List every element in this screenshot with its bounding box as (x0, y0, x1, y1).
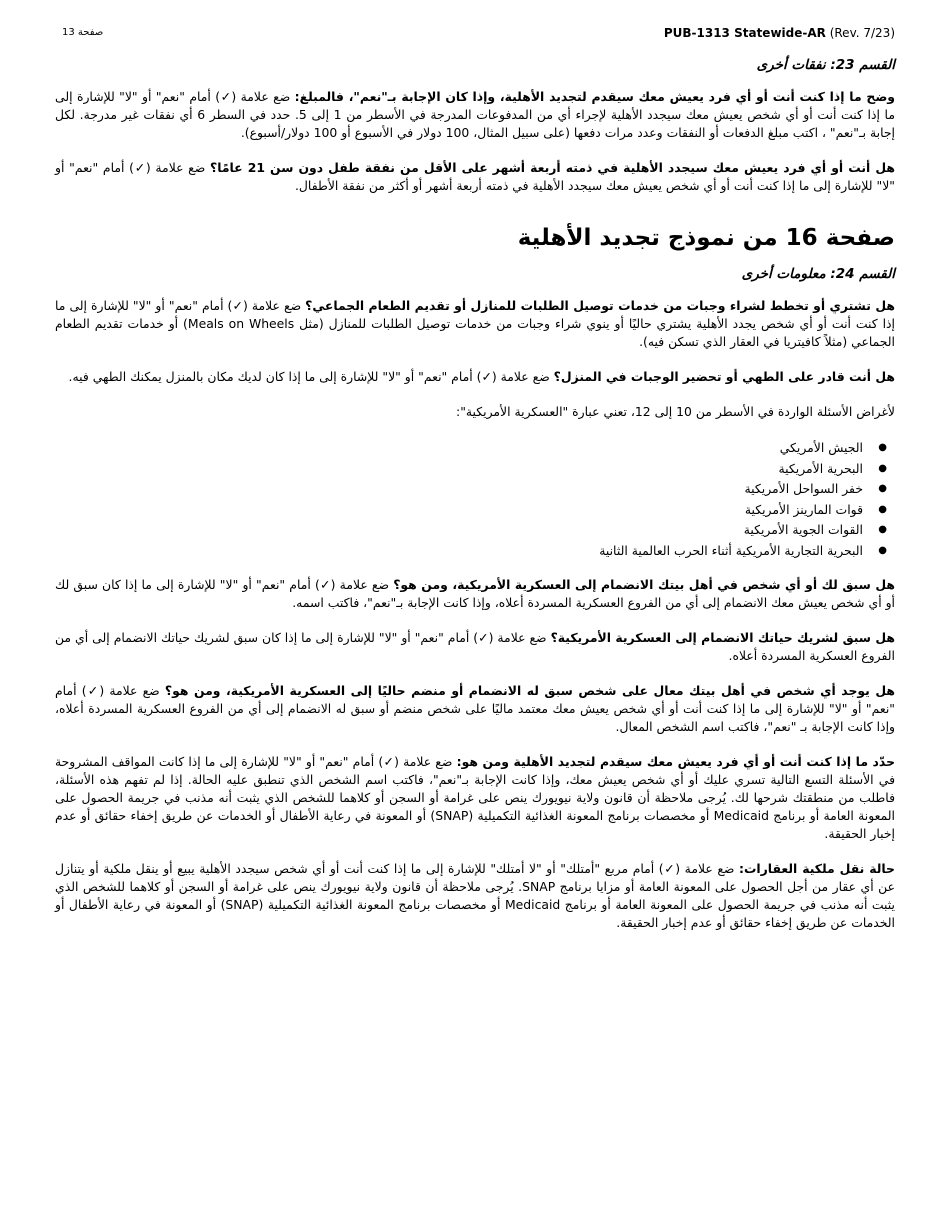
list-item (55, 438, 887, 459)
bullet-icon: ● (878, 442, 887, 453)
section-23-p1-bold: وضح ما إذا كنت أنت أو أي فرد يعيش معك سيقدم لتجديد الأهلية، وإذا كان الإجابة بـ"نعم"، فالمبلغ: (294, 89, 896, 104)
section-24-p7-bold: حالة نقل ملكية العقارات: (739, 861, 895, 876)
bullet-icon: ● (878, 483, 887, 494)
section-24-p6-text: ضع علامة (✓) أمام "نعم" أو "لا" للإشارة إلى ما إذا كانت المواقف المشروحة في الأسئلة التسع التالية تسري عليك أو أي شخص يعيش معك، وإذا كانت الإجابة بـ"نعم"، فاكتب اسم الشخص الذي تنطبق عليه الحالة. إذا لم تفهم هذه الأسئلة، فاطلب من منطقتك شرحها لك. يُرجى ملاحظة أن قانون ولاية نيويورك ينص على غرامة أو السجن أو كلاهما للشخص الذي يثبت أنه مذنب في جريمة الحصول على المعونة العامة أو برنامج Medicaid أو مخصصات برنامج المعونة الغذائية التكميلية (SNAP) أو المعونة في رعاية الأطفال أو الخدمات عن طريق إخفاء حقائق أو عدم إخبار الحقيقة. (55, 754, 895, 841)
section-24-title: القسم 24: معلومات أخرى (741, 266, 895, 282)
section-24-paragraph-2 (55, 368, 895, 386)
branch-label: البحرية التجارية الأمريكية أثناء الحرب العالمية الثانية (599, 542, 863, 558)
section-24-p2-text: ضع علامة (✓) أمام "نعم" أو "لا" للإشارة إلى ما إذا كان لديك مكان بالمنزل يمكنك الطهي فيه. (68, 369, 554, 384)
publication-code (664, 26, 895, 40)
bullet-icon: ● (878, 462, 887, 474)
branch-label: خفر السواحل الأمريكية (744, 481, 863, 496)
page-16-heading: صفحة 16 من نموذج تجديد الأهلية (517, 225, 895, 251)
section-24-p5-text: ضع علامة (✓) أمام "نعم" أو "لا" للإشارة إلى ما إذا كنت أنت أو أي شخص يعيش معك معتمد ماليًا على شخص منضم أو سبق له الانضمام إلى أي من الفروع العسكرية المسردة أعلاه، وإذا كانت الإجابة بـ "نعم"، فاكتب اسم الشخص المعال. (55, 683, 895, 734)
list-item (55, 520, 887, 541)
branch-label: القوات الجوية الأمريكية (743, 522, 863, 537)
list-item (55, 459, 887, 480)
list-item (55, 500, 887, 521)
section-24-paragraph-6 (55, 753, 895, 843)
section-24-p3-text: ضع علامة (✓) أمام "نعم" أو "لا" للإشارة إلى ما إذا كان سبق لك أو أي شخص يعيش معك الانضمام إلى أي من الفروع العسكرية المسردة أعلاه، وإذا كانت الإجابة بـ"نعم"، فاكتب اسمه. (55, 577, 895, 610)
section-24-p1-text: ضع علامة (✓) أمام "نعم" أو "لا" للإشارة إلى ما إذا كنت أنت أو أي شخص يجدد الأهلية يشتري حاليًا أو ينوي شراء وجبات من خدمات توصيل الطلبات للمنازل (مثل Meals on Wheels) أو خدمات تقديم الطعام الجماعي (مثلاً كافيتريا في العقار الذي تسكن فيه). (55, 298, 895, 349)
military-intro: لأغراض الأسئلة الواردة في الأسطر من 10 إلى 12، تعني عبارة "العسكرية الأمريكية": (456, 404, 895, 419)
section-23-title: القسم 23: نفقات أخرى (756, 57, 895, 73)
section-23-p2-bold: هل أنت أو أي فرد يعيش معك سيجدد الأهلية في ذمته أربعة أشهر على الأقل من نفقة طفل دون سن 21 عامًا؟ (210, 160, 895, 175)
section-24-paragraph-1 (55, 297, 895, 351)
section-24-p1-bold: هل تشتري أو تخطط لشراء وجبات من خدمات توصيل الطلبات للمنازل أو تقديم الطعام الجماعي؟ (305, 298, 896, 313)
section-23-p1-text: ضع علامة (✓) أمام "نعم" أو "لا" للإشارة إلى ما إذا كنت أنت أو أي شخص يعيش معك سيجدد الأهلية لإجراء أي من المدفوعات المدرجة في الأسطر من 1 إلى 5. حدد في السطر 6 أي نفقات غير مدرجة. لكل إجابة بـ"نعم" ، اكتب مبلغ الدفعات أو النفقات وعدد مرات دفعها (على سبيل المثال، 100 دولار في الأسبوع أو 100 دولار/أسبوع). (55, 89, 895, 140)
pub-code: PUB-1313 Statewide-AR (663, 26, 826, 40)
section-24-p6-bold: حدّد ما إذا كنت أنت أو أي فرد يعيش معك سيقدم لتجديد الأهلية ومن هو: (456, 754, 896, 769)
bullet-icon: ● (878, 544, 887, 556)
page-number-label: صفحة 13 (62, 27, 104, 38)
section-23-paragraph-1 (55, 88, 895, 142)
military-branches-list (55, 438, 895, 561)
section-24-paragraph-7 (55, 860, 895, 932)
section-24-p7-text: ضع علامة (✓) أمام مربع "أمتلك" أو "لا أمتلك" للإشارة إلى ما إذا كنت أنت أو أي شخص سيجدد الأهلية يبيع أو ينقل ملكية أو يتنازل عن أي عقار من أجل الحصول على المعونة العامة أو مزايا برنامج SNAP. يُرجى ملاحظة أن قانون ولاية نيويورك ينص على غرامة أو السجن أو كلاهما للشخص الذي يثبت أنه مذنب في جريمة الحصول على المعونة العامة أو برنامج Medicaid أو مخصصات برنامج المعونة الغذائية التكميلية (SNAP) أو المعونة في رعاية الأطفال أو الخدمات عن طريق إخفاء حقائق أو عدم إخبار الحقيقة. (55, 861, 895, 930)
section-24-p5-bold: هل يوجد أي شخص في أهل بيتك معال على شخص سبق له الانضمام أو منضم حاليًا إلى العسكرية الأمريكية، ومن هو؟ (164, 683, 896, 698)
section-24-paragraph-4 (55, 629, 895, 665)
section-23-paragraph-2 (55, 159, 895, 195)
page-header (62, 27, 895, 43)
section-24-p2-bold: هل أنت قادر على الطهي أو تحضير الوجبات في المنزل؟ (553, 369, 895, 384)
list-item (55, 479, 887, 500)
section-23-p2-text: ضع علامة (✓) أمام "نعم" أو "لا" للإشارة إلى ما إذا كنت أنت أو أي شخص يعيش معك سيجدد الأهلية في ذمته أربعة أشهر أو أكثر من نفقة الأطفال. (55, 160, 895, 193)
section-24-paragraph-5 (55, 682, 895, 736)
branch-label: الجيش الأمريكي (779, 440, 863, 455)
section-24-p4-bold: هل سبق لشريك حياتك الانضمام إلى العسكرية الأمريكية؟ (550, 630, 895, 645)
bullet-icon: ● (878, 503, 887, 515)
section-24-paragraph-3 (55, 576, 895, 612)
revision-label: (Rev. 7/23) (829, 26, 895, 40)
section-24-p4-text: ضع علامة (✓) أمام "نعم" أو "لا" للإشارة إلى ما إذا كان سبق لشريك حياتك الانضمام إلى أي من الفروع العسكرية المسردة أعلاه. (55, 630, 895, 663)
page-content (55, 56, 895, 949)
branch-label: البحرية الأمريكية (778, 460, 863, 476)
section-24-p3-bold: هل سبق لك أو أي شخص في أهل بيتك الانضمام إلى العسكرية الأمريكية، ومن هو؟ (393, 577, 895, 592)
branch-label: قوات المارينز الأمريكية (744, 501, 863, 517)
bullet-icon: ● (878, 524, 887, 535)
list-item (55, 541, 887, 562)
